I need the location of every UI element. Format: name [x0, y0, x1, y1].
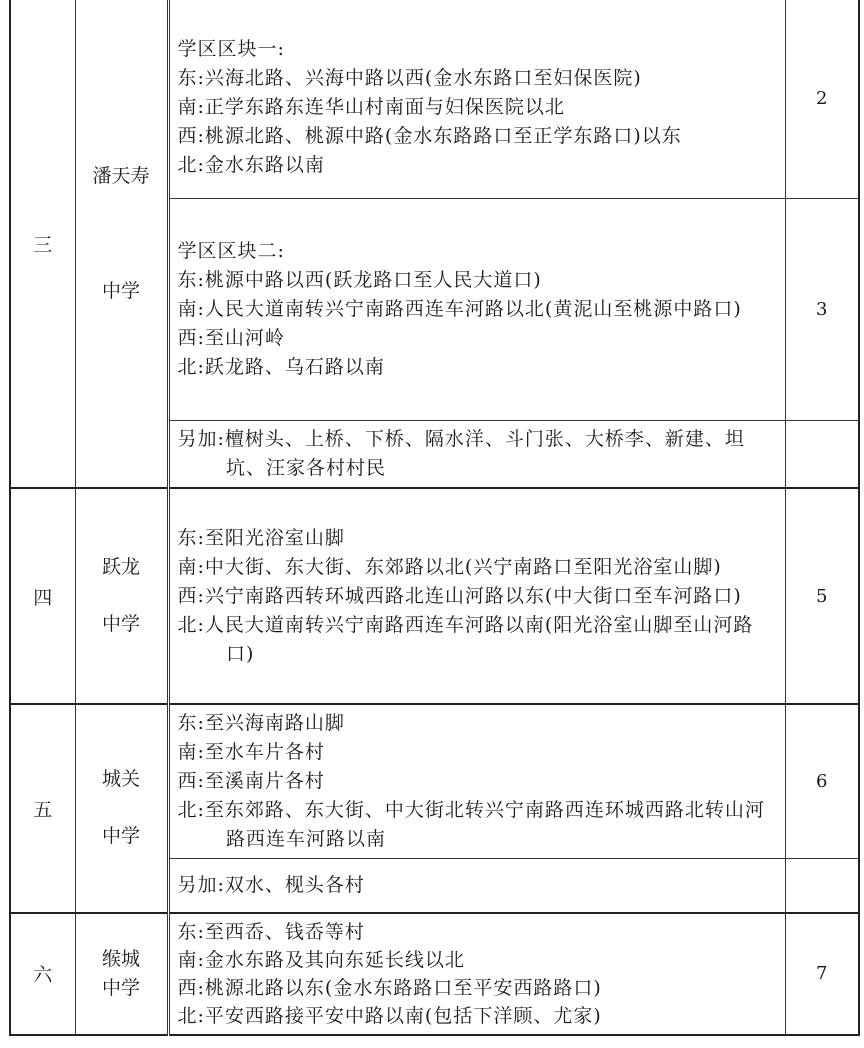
- district-block-2: [168, 198, 785, 420]
- school-name: [75, 913, 168, 1035]
- class-count: 7: [785, 913, 859, 1035]
- school-name-line1: 潘天寿: [92, 164, 150, 187]
- school-name: [75, 704, 168, 913]
- class-count: 6: [785, 704, 859, 859]
- district-block-1: [168, 0, 785, 198]
- boundary-east: 东:至阳光浴室山脚: [177, 526, 345, 549]
- boundary-north: 北:跃龙路、乌石路以南: [177, 355, 385, 378]
- class-count-empty: [785, 859, 859, 913]
- boundary-east: 东:兴海北路、兴海中路以西(金水东路口至妇保医院): [177, 67, 642, 90]
- boundary-east: 东:至兴海南路山脚: [177, 712, 345, 734]
- class-count-empty: [785, 420, 859, 488]
- school-district-table: [9, 0, 860, 1036]
- school-name: [75, 0, 168, 488]
- table-row: [10, 488, 859, 704]
- boundary-west: 西:桃源北路以东(金水东路路口至平安西路路口): [177, 976, 602, 999]
- table-row: [10, 913, 859, 1035]
- school-name-line1: 城关: [101, 768, 140, 791]
- extra-villages: [168, 420, 785, 488]
- school-name: [75, 488, 168, 704]
- class-count: 5: [785, 488, 859, 704]
- school-name-line2: 中学: [101, 825, 140, 848]
- boundary-south: 南:正学东路东连华山村南面与妇保医院以北: [177, 96, 565, 119]
- district-block: [168, 488, 785, 704]
- boundary-east: 东:桃源中路以西(跃龙路口至人民大道口): [177, 268, 542, 291]
- boundary-west: 西:兴宁南路西转环城西路北连山河路以东(中大街口至车河路口): [177, 584, 742, 607]
- table-row: [10, 0, 859, 198]
- extra-text: 另加:双水、枧头各村: [177, 873, 365, 896]
- school-name-line2: 中学: [101, 279, 140, 302]
- row-number: 五: [10, 704, 75, 913]
- district-block: [168, 913, 785, 1035]
- block-title: 学区区块二:: [177, 239, 285, 262]
- boundary-south: 南:中大街、东大街、东郊路以北(兴宁南路口至阳光浴室山脚): [177, 555, 722, 578]
- boundary-north: 北:至东郊路、东大街、中大街北转兴宁南路西连环城西路北转山河路西连车河路以南: [177, 799, 765, 850]
- boundary-north: 北:金水东路以南: [177, 154, 325, 177]
- row-number: 六: [10, 913, 75, 1035]
- boundary-north: 北:人民大道南转兴宁南路西连车河路以南(阳光浴室山脚至山河路口): [177, 613, 754, 665]
- boundary-north: 北:平安西路接平安中路以南(包括下洋顾、尤家): [177, 1004, 602, 1027]
- boundary-west: 西:至山河岭: [177, 326, 285, 349]
- school-name-line2: 中学: [101, 613, 140, 635]
- school-name-line1: 跃龙: [101, 556, 140, 579]
- row-number: 三: [10, 0, 75, 488]
- row-number: 四: [10, 488, 75, 704]
- block-title: 学区区块一:: [177, 38, 285, 61]
- class-count: 2: [785, 0, 859, 198]
- district-block: [168, 704, 785, 859]
- school-name-line1: 缑城: [101, 947, 140, 970]
- boundary-south: 南:至水车片各村: [177, 741, 325, 763]
- extra-villages: [168, 859, 785, 913]
- boundary-south: 南:金水东路及其向东延长线以北: [177, 948, 465, 971]
- school-name-line2: 中学: [101, 976, 140, 999]
- boundary-west: 西:桃源北路、桃源中路(金水东路路口至正学东路口)以东: [177, 125, 682, 148]
- table-row: [10, 704, 859, 859]
- boundary-west: 西:至溪南片各村: [177, 770, 325, 792]
- boundary-east: 东:至西岙、钱岙等村: [177, 920, 365, 943]
- extra-text: 另加:檀树头、上桥、下桥、隔水洋、斗门张、大桥李、新建、坦坑、汪家各村村民: [177, 427, 745, 479]
- boundary-south: 南:人民大道南转兴宁南路西连车河路以北(黄泥山至桃源中路口): [177, 297, 742, 320]
- class-count: 3: [785, 198, 859, 420]
